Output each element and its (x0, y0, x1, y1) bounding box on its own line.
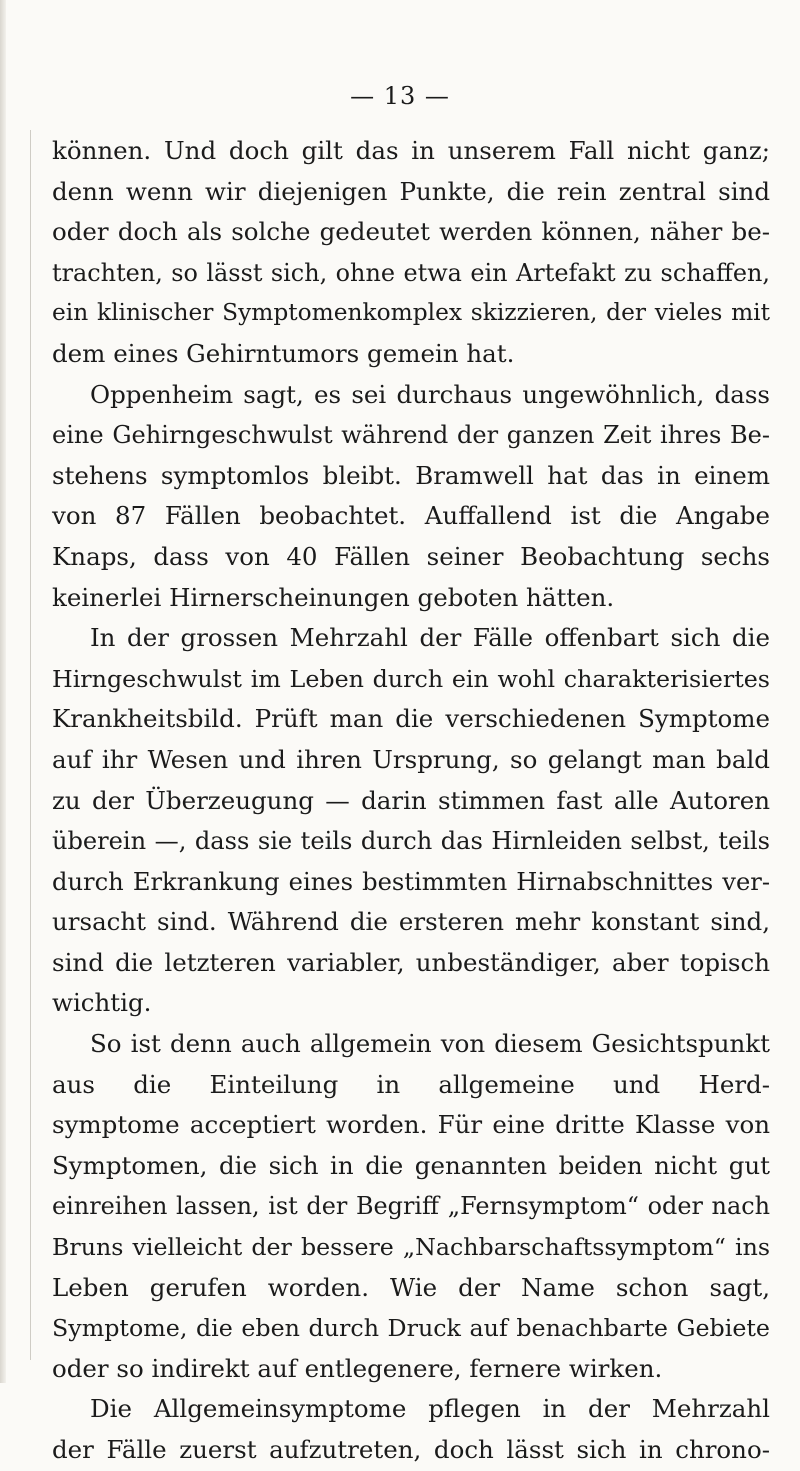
text-line: Leben gerufen worden. Wie der Name schon sagt, (52, 1272, 770, 1302)
paragraph-start-line: Oppenheim sagt, es sei durchaus ungewöhnlich, dass (90, 379, 770, 409)
text-line: keinerlei Hirnerscheinungen geboten hätten. (52, 582, 615, 612)
text-line: überein —, dass sie teils durch das Hirnleiden selbst, teils (52, 827, 770, 856)
text-line: eine Gehirngeschwulst während der ganzen Zeit ihres Be- (52, 421, 770, 450)
text-line: denn wenn wir diejenigen Punkte, die rein zentral sind (52, 176, 770, 206)
text-line: dem eines Gehirntumors gemein hat. (52, 338, 515, 368)
text-line: Symptomen, die sich in die genannten beiden nicht gut (52, 1150, 770, 1180)
text-line: ursacht sind. Während die ersteren mehr konstant sind, (52, 907, 770, 937)
paragraph-start-line: So ist denn auch allgemein von diesem Gesichtspunkt (90, 1029, 770, 1059)
text-line: Krankheitsbild. Prüft man die verschiedenen Symptome (52, 704, 770, 734)
text-line: der Fälle zuerst aufzutreten, doch lässt sich in chrono- (52, 1435, 770, 1464)
text-line: oder doch als solche gedeutet werden können, näher be- (52, 217, 770, 247)
text-line: durch Erkrankung eines bestimmten Hirnabschnittes ver- (52, 867, 770, 896)
paragraph-start-line: Die Allgemeinsymptome pflegen in der Mehrzahl (90, 1394, 770, 1424)
text-line: trachten, so lässt sich, ohne etwa ein Artefakt zu schaffen, (52, 258, 770, 287)
text-line: wichtig. (52, 988, 152, 1018)
text-line: oder so indirekt auf entlegenere, fernere wirken. (52, 1353, 663, 1383)
text-line: ein klinischer Symptomenkomplex skizzieren, der vieles mit (52, 299, 770, 327)
text-line: aus die Einteilung in allgemeine und Herd- (52, 1069, 770, 1099)
body-text (52, 131, 770, 1471)
text-line: von 87 Fällen beobachtet. Auffallend ist die Angabe (52, 501, 770, 531)
paragraph-start-line: In der grossen Mehrzahl der Fälle offenbart sich die (90, 623, 770, 653)
page-number-header: — 13 — (350, 82, 450, 110)
text-line: einreihen lassen, ist der Begriff „Fernsymptom“ oder nach (52, 1192, 770, 1221)
text-line: Hirngeschwulst im Leben durch ein wohl charakterisiertes (52, 664, 770, 693)
text-line: Bruns vielleicht der bessere „Nachbarschaftssymptom“ ins (52, 1233, 770, 1262)
text-line: können. Und doch gilt das in unserem Fall nicht ganz; (52, 136, 770, 165)
text-line: sind die letzteren variabler, unbeständiger, aber topisch (52, 947, 770, 977)
text-line: stehens symptomlos bleibt. Bramwell hat das in einem (52, 460, 770, 490)
text-line: Symptome, die eben durch Druck auf benachbarte Gebiete (52, 1314, 770, 1343)
page-edge-shadow (0, 0, 6, 1383)
text-line: Knaps, dass von 40 Fällen seiner Beobachtung sechs (52, 541, 770, 571)
text-line: zu der Überzeugung — darin stimmen fast alle Autoren (52, 785, 770, 815)
text-line: symptome acceptiert worden. Für eine dritte Klasse von (52, 1110, 770, 1140)
text-line: auf ihr Wesen und ihren Ursprung, so gelangt man bald (52, 744, 770, 774)
binding-margin-line (30, 130, 31, 1360)
